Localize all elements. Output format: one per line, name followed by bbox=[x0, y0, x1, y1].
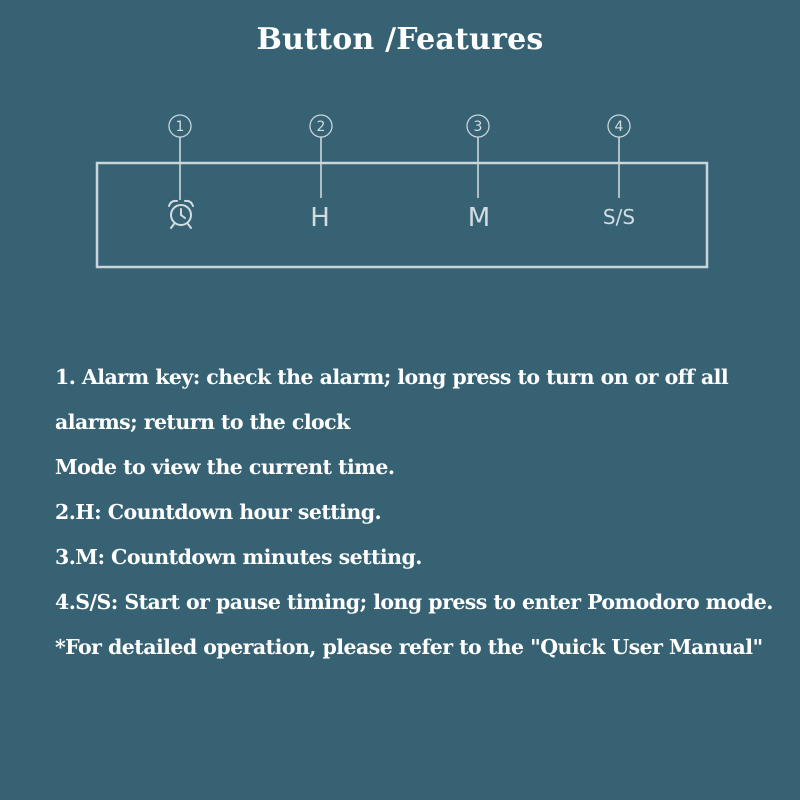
minute-button-label: M bbox=[467, 203, 491, 233]
callout-number: 2 bbox=[316, 119, 326, 135]
callout-3 bbox=[467, 115, 489, 198]
callout-number: 3 bbox=[473, 119, 483, 135]
description-line: 2.H: Countdown hour setting. bbox=[55, 500, 382, 524]
callout-2 bbox=[310, 115, 332, 198]
callout-number: 4 bbox=[614, 119, 624, 135]
description-line: alarms; return to the clock bbox=[55, 410, 350, 434]
callout-4 bbox=[608, 115, 630, 198]
page-title: Button /Features bbox=[256, 22, 544, 57]
description-line: 1. Alarm key: check the alarm; long press to turn on or off all bbox=[55, 365, 729, 389]
description-line: *For detailed operation, please refer to the "Quick User Manual" bbox=[55, 635, 763, 659]
button-diagram bbox=[0, 0, 800, 300]
description-line: Mode to view the current time. bbox=[55, 455, 395, 479]
alarm-clock-icon bbox=[169, 201, 193, 228]
feature-description bbox=[55, 355, 800, 670]
description-line: 4.S/S: Start or pause timing; long press to enter Pomodoro mode. bbox=[55, 590, 773, 614]
callout-number: 1 bbox=[175, 119, 185, 135]
hour-button-label: H bbox=[310, 203, 330, 233]
start-stop-button-label: S/S bbox=[602, 205, 636, 229]
callout-1 bbox=[169, 115, 191, 200]
description-line: 3.M: Countdown minutes setting. bbox=[55, 545, 422, 569]
